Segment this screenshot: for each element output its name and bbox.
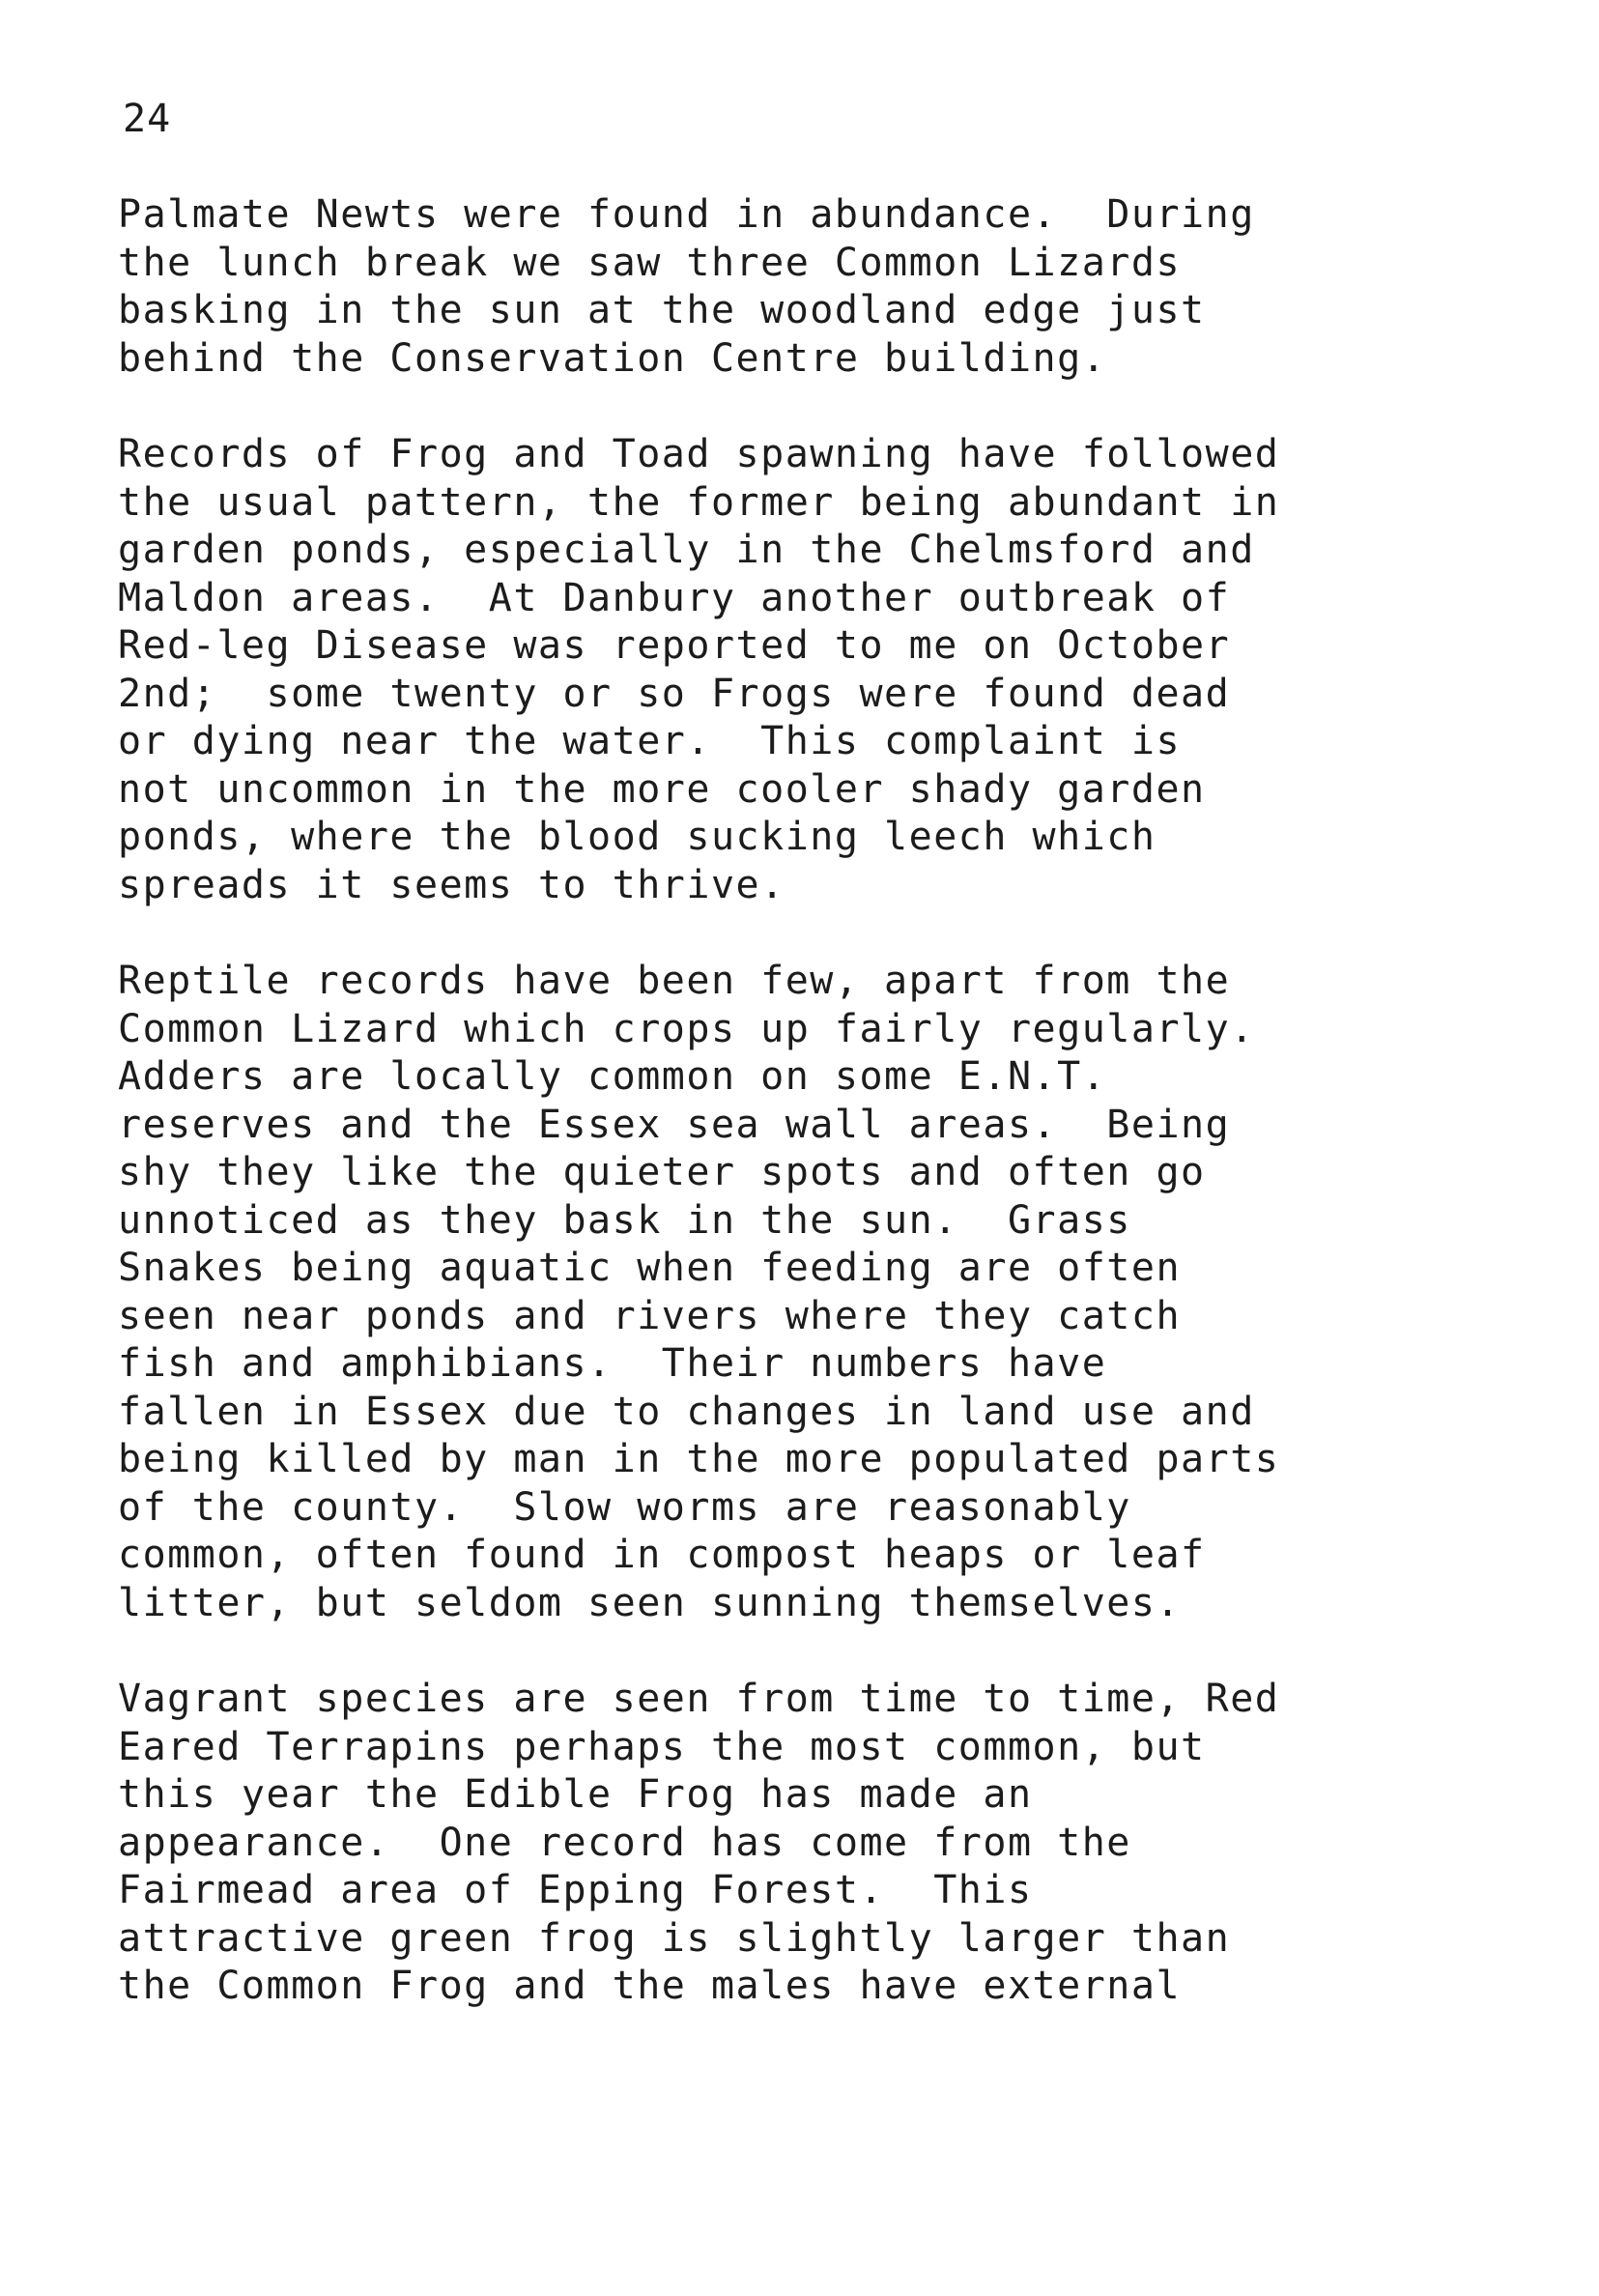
text-line: Vagrant species are seen from time to time, Red <box>118 1677 1280 1721</box>
paragraph-newts-lizards <box>118 191 1490 383</box>
text-line: the lunch break we saw three Common Lizards <box>118 240 1182 285</box>
text-line: behind the Conservation Centre building. <box>118 335 1107 381</box>
text-line: Records of Frog and Toad spawning have followed <box>118 432 1280 476</box>
text-line: Snakes being aquatic when feeding are often <box>118 1246 1182 1290</box>
text-line: of the county. Slow worms are reasonably <box>118 1484 1131 1530</box>
text-line: reserves and the Essex sea wall areas. Being <box>118 1102 1231 1147</box>
text-line: Eared Terrapins perhaps the most common, but <box>118 1724 1206 1769</box>
text-line: ponds, where the blood sucking leech which <box>118 815 1156 859</box>
text-line: appearance. One record has come from the <box>118 1820 1131 1865</box>
text-line: Fairmead area of Epping Forest. This <box>118 1868 1033 1912</box>
text-line: being killed by man in the more populated parts <box>118 1437 1280 1481</box>
text-line: Maldon areas. At Danbury another outbreak of <box>118 575 1231 620</box>
text-line: litter, but seldom seen sunning themselves. <box>118 1580 1182 1625</box>
text-line: the Common Frog and the males have external <box>118 1964 1182 2008</box>
text-line: fish and amphibians. Their numbers have <box>118 1341 1107 1386</box>
text-line: basking in the sun at the woodland edge just <box>118 288 1206 332</box>
text-line: common, often found in compost heaps or leaf <box>118 1533 1206 1577</box>
text-line: Reptile records have been few, apart from the <box>118 959 1231 1003</box>
paragraph-reptile-records <box>118 958 1490 1627</box>
text-line: attractive green frog is slightly larger than <box>118 1915 1231 1961</box>
paragraph-frog-toad-records <box>118 431 1490 909</box>
text-line: fallen in Essex due to changes in land use and <box>118 1389 1255 1434</box>
text-line: 2nd; some twenty or so Frogs were found dead <box>118 671 1231 716</box>
text-line: garden ponds, especially in the Chelmsford and <box>118 528 1255 572</box>
paragraph-vagrant-species <box>118 1676 1490 2011</box>
text-line: this year the Edible Frog has made an <box>118 1772 1033 1817</box>
text-line: the usual pattern, the former being abundant in <box>118 479 1280 525</box>
text-line: spreads it seems to thrive. <box>118 862 785 907</box>
page-number: 24 <box>123 97 172 141</box>
text-line: Common Lizard which crops up fairly regularly. <box>118 1006 1255 1051</box>
body-text <box>118 191 1490 2059</box>
text-line: seen near ponds and rivers where they catch <box>118 1293 1182 1338</box>
text-line: or dying near the water. This complaint is <box>118 719 1182 763</box>
text-line: not uncommon in the more cooler shady garden <box>118 766 1206 812</box>
text-line: Palmate Newts were found in abundance. During <box>118 192 1255 237</box>
text-line: shy they like the quieter spots and often go <box>118 1150 1206 1194</box>
text-line: unnoticed as they bask in the sun. Grass <box>118 1197 1131 1243</box>
text-line: Adders are locally common on some E.N.T. <box>118 1054 1107 1099</box>
text-line: Red-leg Disease was reported to me on October <box>118 623 1231 668</box>
